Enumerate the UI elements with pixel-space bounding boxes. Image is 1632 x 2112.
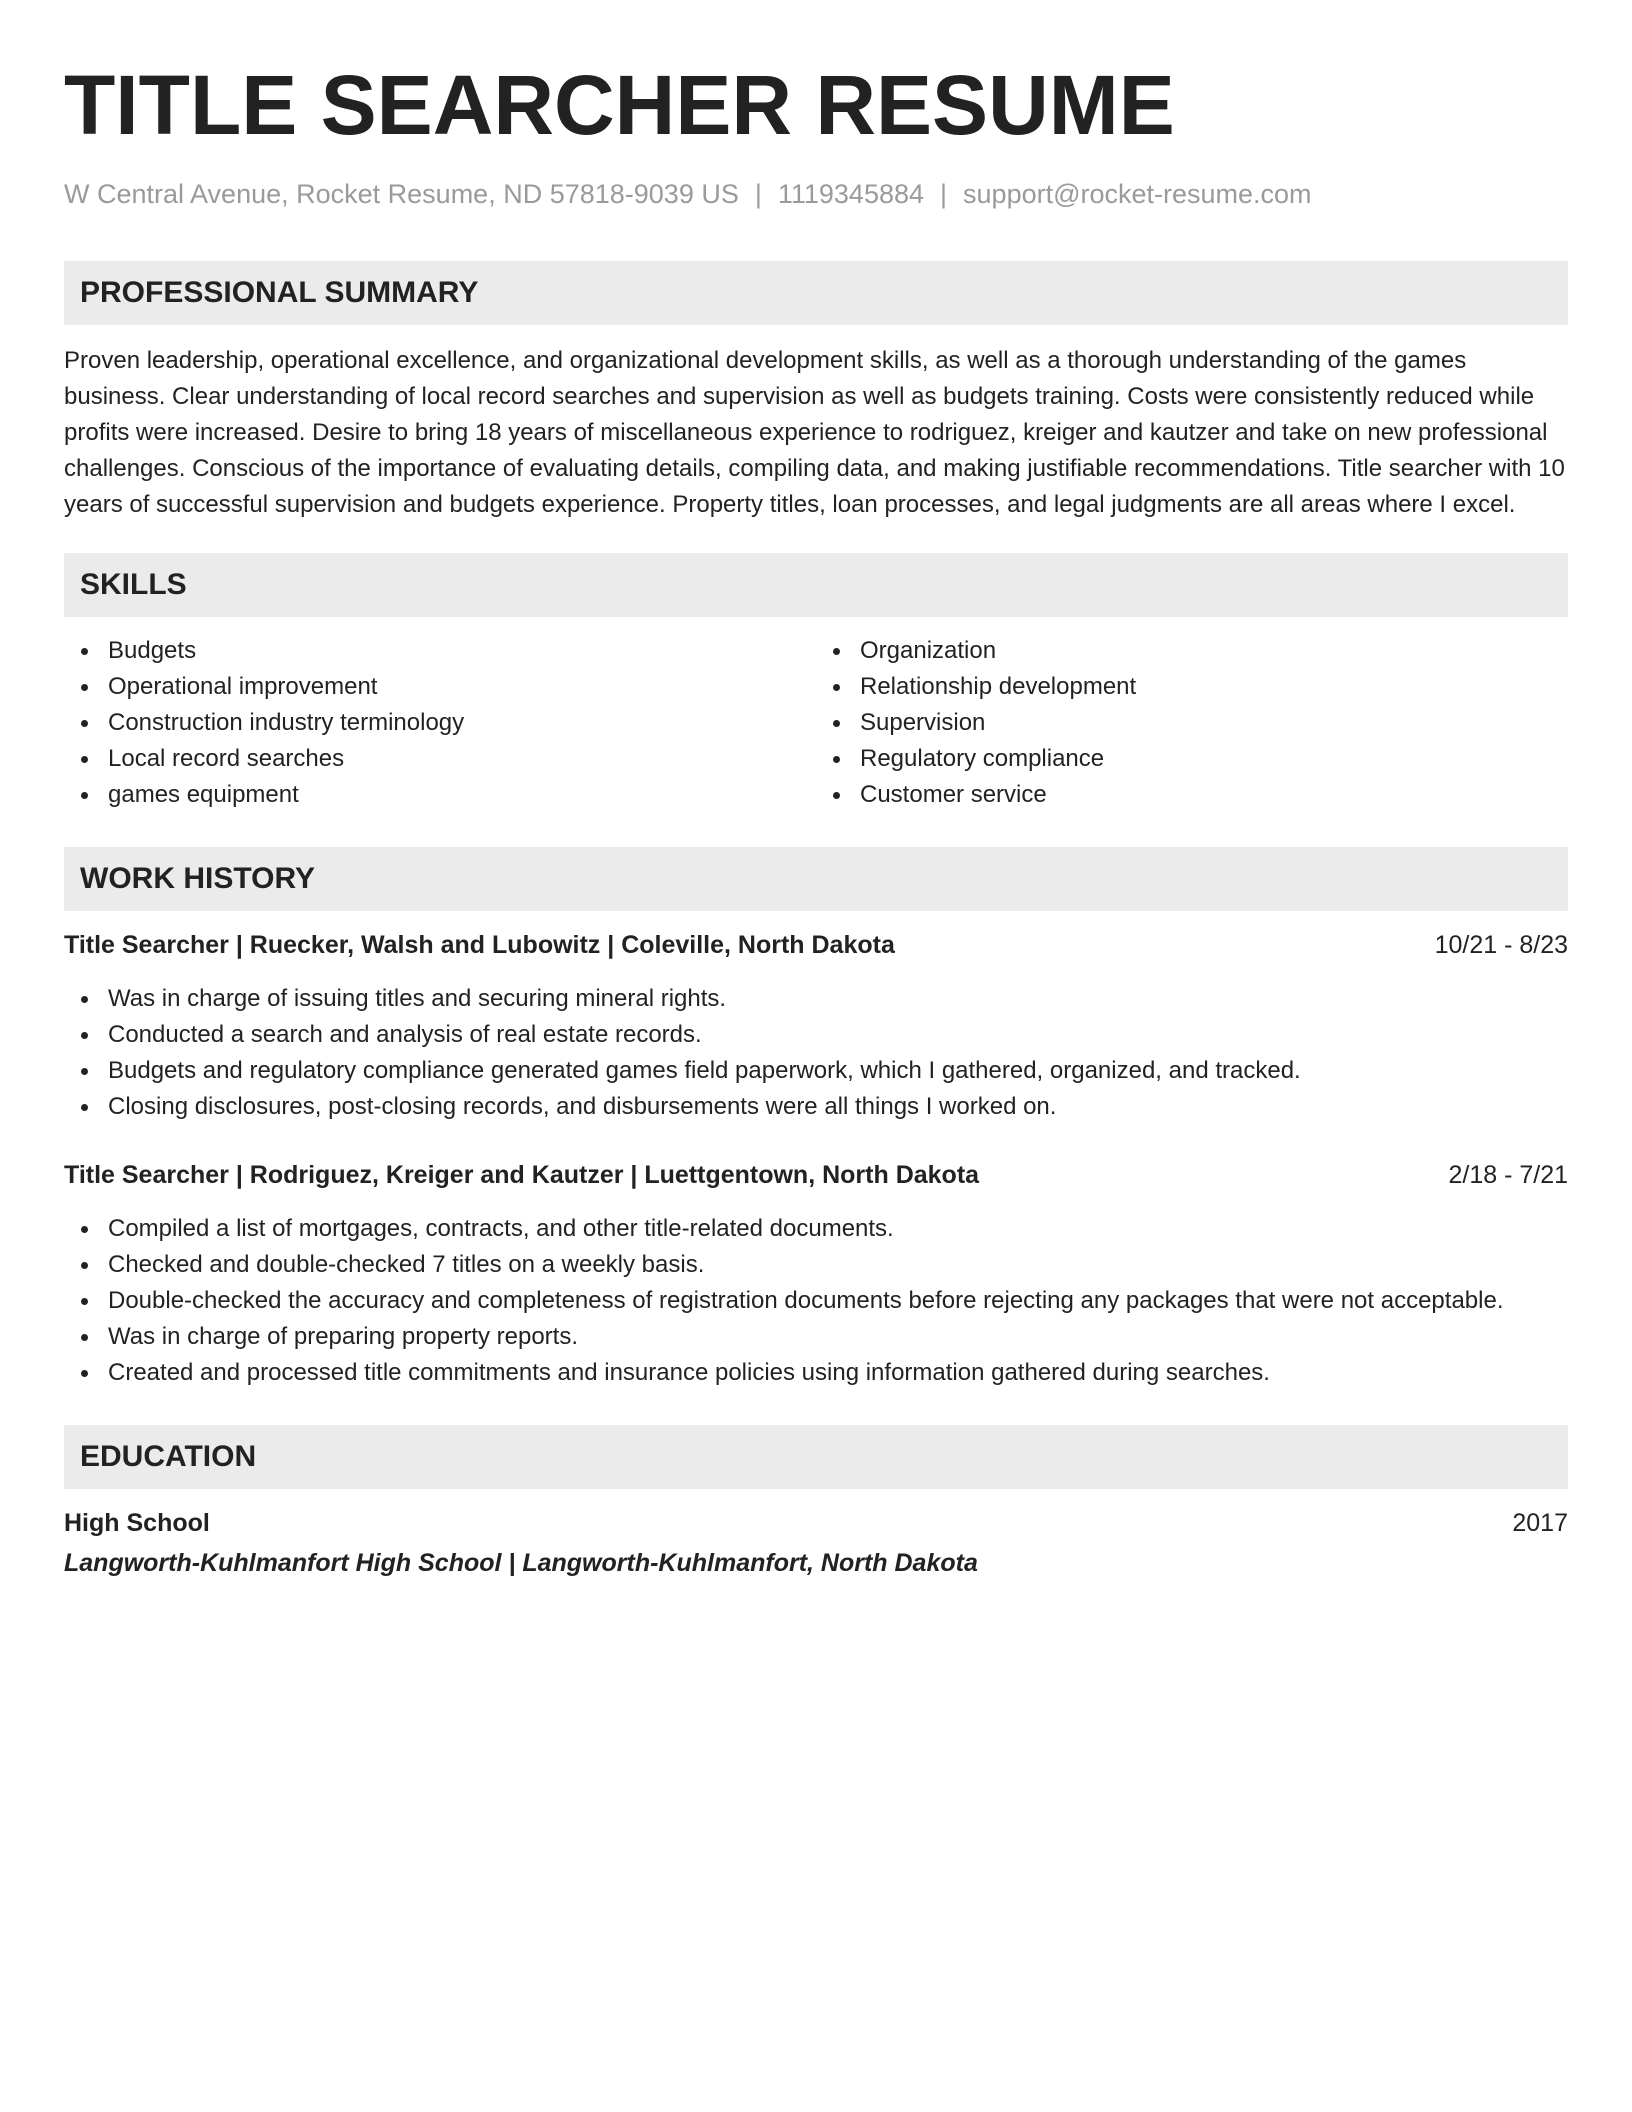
job-bullet-text: Double-checked the accuracy and completeness of registration documents before rejecting any packages that were not acceptable.	[108, 1287, 1504, 1314]
bullet-icon	[833, 720, 840, 727]
skill-item	[64, 633, 816, 669]
skill-item	[816, 633, 1568, 669]
skill-label: games equipment	[108, 781, 299, 808]
job-bullet	[64, 1089, 1568, 1125]
skill-label: Construction industry terminology	[108, 709, 465, 736]
work-history-heading: WORK HISTORY	[64, 847, 1568, 911]
bullet-icon	[81, 1104, 88, 1111]
bullet-icon	[81, 648, 88, 655]
contact-separator: |	[754, 179, 762, 209]
job-bullet-text: Compiled a list of mortgages, contracts, and other title-related documents.	[108, 1215, 894, 1242]
education-year: 2017	[1512, 1509, 1568, 1537]
skill-label: Relationship development	[860, 673, 1137, 700]
bullet-icon	[81, 1032, 88, 1039]
skill-label: Operational improvement	[108, 673, 378, 700]
bullet-icon	[833, 756, 840, 763]
skill-item	[816, 777, 1568, 813]
education-school: Langworth-Kuhlmanfort High School | Langworth-Kuhlmanfort, North Dakota	[64, 1549, 978, 1577]
bullet-icon	[81, 792, 88, 799]
job-bullet-text: Checked and double-checked 7 titles on a weekly basis.	[108, 1251, 705, 1278]
resume-title: TITLE SEARCHER RESUME	[64, 58, 1175, 152]
skill-item	[816, 741, 1568, 777]
education-header	[64, 1505, 1568, 1541]
bullet-icon	[833, 684, 840, 691]
job-bullet	[64, 1247, 1568, 1283]
contact-address: W Central Avenue, Rocket Resume, ND 57818-9039 US	[64, 179, 739, 209]
job-bullet	[64, 981, 1568, 1017]
skill-item	[816, 669, 1568, 705]
skills-heading: SKILLS	[64, 553, 1568, 617]
job-title: Title Searcher | Ruecker, Walsh and Lubowitz | Coleville, North Dakota	[64, 931, 895, 959]
skill-label: Budgets	[108, 637, 197, 664]
job-bullet-list	[64, 1211, 1568, 1391]
summary-text: Proven leadership, operational excellence, and organizational development skills, as well as a thorough understanding of the games business. Clear understanding of local record searches and supervision as well as budgets training. Costs were consistently reduced while profits were increased. Desire to bring 18 years of miscellaneous experience to rodriguez, kreiger and kautzer and take on new professional challenges. Conscious of the importance of evaluating details, compiling data, and making justifiable recommendations. Title searcher with 10 years of successful supervision and budgets experience. Property titles, loan processes, and legal judgments are all areas where I excel.	[64, 347, 1565, 518]
job-bullet-text: Created and processed title commitments and insurance policies using information gathered during searches.	[108, 1359, 1270, 1386]
skills-grid	[64, 633, 1568, 813]
job-dates: 2/18 - 7/21	[1448, 1161, 1568, 1189]
skill-label: Customer service	[860, 781, 1047, 808]
bullet-icon	[81, 1262, 88, 1269]
job-bullet	[64, 1017, 1568, 1053]
job-title: Title Searcher | Rodriguez, Kreiger and Kautzer | Luettgentown, North Dakota	[64, 1161, 980, 1189]
education-heading: EDUCATION	[64, 1425, 1568, 1489]
bullet-icon	[81, 1298, 88, 1305]
bullet-icon	[81, 1370, 88, 1377]
bullet-icon	[81, 1226, 88, 1233]
contact-email: support@rocket-resume.com	[963, 179, 1312, 209]
skill-label: Local record searches	[108, 745, 345, 772]
skill-item	[64, 669, 816, 705]
job-header	[64, 927, 1568, 963]
skill-label: Regulatory compliance	[860, 745, 1105, 772]
skill-item	[64, 777, 816, 813]
skill-label: Supervision	[860, 709, 986, 736]
contact-phone: 1119345884	[777, 179, 925, 209]
bullet-icon	[81, 1068, 88, 1075]
job-bullet-text: Was in charge of preparing property reports.	[108, 1323, 579, 1350]
job-bullet	[64, 1211, 1568, 1247]
job-bullet-text: Closing disclosures, post-closing records, and disbursements were all things I worked on.	[108, 1093, 1057, 1120]
job-header	[64, 1157, 1568, 1193]
job-bullet-list	[64, 981, 1568, 1125]
skills-left-column	[64, 633, 816, 813]
skill-item	[64, 705, 816, 741]
skill-label: Organization	[860, 637, 997, 664]
bullet-icon	[81, 720, 88, 727]
education-degree: High School	[64, 1509, 210, 1537]
job-dates: 10/21 - 8/23	[1434, 931, 1568, 959]
bullet-icon	[81, 756, 88, 763]
job-bullet	[64, 1319, 1568, 1355]
job-bullet	[64, 1355, 1568, 1391]
job-bullet-text: Budgets and regulatory compliance generated games field paperwork, which I gathered, organized, and tracked.	[108, 1057, 1301, 1084]
bullet-icon	[833, 648, 840, 655]
contact-separator: |	[940, 179, 948, 209]
bullet-icon	[81, 1334, 88, 1341]
job-bullet-text: Was in charge of issuing titles and securing mineral rights.	[108, 985, 727, 1012]
skill-item	[64, 741, 816, 777]
summary-heading: PROFESSIONAL SUMMARY	[64, 261, 1568, 325]
bullet-icon	[81, 684, 88, 691]
skills-right-column	[816, 633, 1568, 813]
job-bullet-text: Conducted a search and analysis of real estate records.	[108, 1021, 702, 1048]
bullet-icon	[81, 996, 88, 1003]
contact-line	[64, 176, 1568, 212]
skill-item	[816, 705, 1568, 741]
job-bullet	[64, 1053, 1568, 1089]
bullet-icon	[833, 792, 840, 799]
job-bullet	[64, 1283, 1568, 1319]
